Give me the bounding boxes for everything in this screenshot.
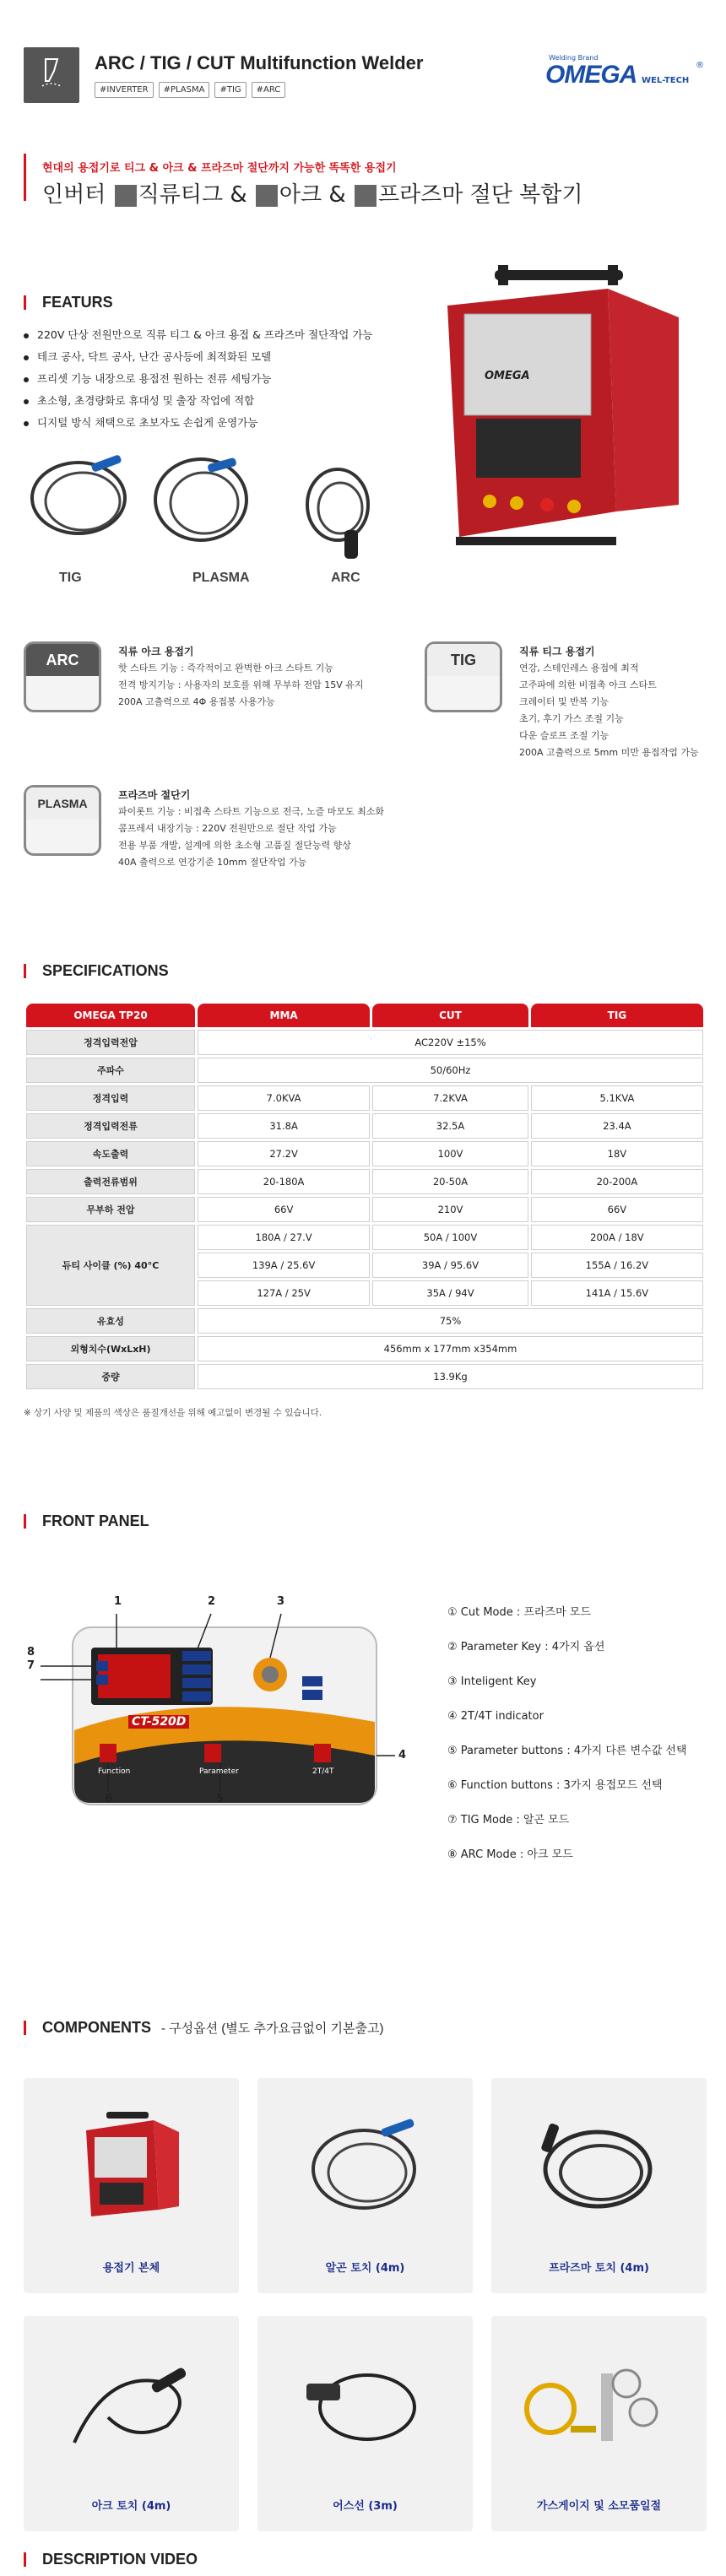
row-label: 속도출력	[26, 1141, 195, 1166]
callout-1: 1	[114, 1595, 122, 1608]
table-row	[26, 1113, 703, 1139]
table-cell: 20-180A	[198, 1169, 370, 1194]
list-item: 고주파에 의한 비접촉 아크 스타트	[519, 679, 657, 690]
arc-mode-card	[24, 641, 101, 712]
list-item: 디지털 방식 채택으로 초보자도 손쉽게 운영가능	[24, 412, 420, 434]
table-cell: 20-200A	[531, 1169, 703, 1194]
list-item: ⑥ Function buttons : 3가지 용접모드 선택	[447, 1779, 663, 1792]
table-cell: 139A / 25.6V	[198, 1253, 370, 1278]
list-item: 40A 출력으로 연강기준 10mm 절단작업 가능	[118, 857, 307, 868]
list-item: ② Parameter Key : 4가지 옵션	[447, 1641, 605, 1653]
callout-4: 4	[398, 1749, 407, 1762]
table-cell: 127A / 25V	[198, 1280, 370, 1306]
plasma-mode-card	[24, 785, 101, 856]
row-label: 정격입력전류	[26, 1113, 195, 1139]
table-cell: AC220V ±15%	[198, 1030, 703, 1055]
model-label: CT-520D	[128, 1715, 189, 1729]
brand-small: Welding Brand	[549, 54, 599, 62]
component-card	[24, 2078, 239, 2293]
arc-torch-image	[57, 2350, 201, 2460]
earth-cable-image	[291, 2350, 435, 2460]
brand-logo	[545, 52, 706, 95]
feature-list	[24, 324, 420, 434]
torch-label-tig: TIG	[59, 571, 82, 585]
list-item: ④ 2T/4T indicator	[447, 1710, 544, 1723]
row-label: 주파수	[26, 1058, 195, 1083]
table-cell: 5.1KVA	[531, 1085, 703, 1111]
hero-title-c: 아크 &	[279, 182, 346, 208]
component-caption: 어스선 (3m)	[333, 2500, 398, 2513]
component-card	[491, 2078, 707, 2293]
row-label: 외형치수(WxLxH)	[26, 1336, 195, 1361]
callout-3: 3	[277, 1595, 285, 1608]
hero-bar	[24, 154, 26, 201]
tag-list	[95, 79, 290, 98]
column-header: OMEGA TP20	[26, 1004, 195, 1027]
table-cell: 7.2KVA	[372, 1085, 528, 1111]
tig-mode-desc	[519, 643, 699, 761]
table-row	[26, 1364, 703, 1389]
list-item: 전격 방지기능 : 사용자의 보호를 위해 무부하 전압 15V 유지	[118, 679, 364, 690]
tag: #INVERTER	[95, 82, 154, 98]
list-item: 콤프레셔 내장기능 : 220V 전원만으로 절단 작업 가능	[118, 823, 337, 834]
callout-2: 2	[208, 1595, 216, 1608]
table-cell: 7.0KVA	[198, 1085, 370, 1111]
arc-mode-title: 직류 아크 용접기	[118, 646, 194, 658]
component-caption: 가스게이지 및 소모품일절	[536, 2500, 662, 2513]
row-label: 정격입력	[26, 1085, 195, 1111]
table-cell: 35A / 94V	[372, 1280, 528, 1306]
plasma-mode-desc	[118, 787, 384, 871]
table-row	[26, 1225, 703, 1250]
table-cell: 39A / 95.6V	[372, 1253, 528, 1278]
header	[24, 47, 706, 106]
list-item: 핫 스타트 기능 : 즉각적이고 완벽한 아크 스타트 기능	[118, 663, 333, 674]
torch-icon	[24, 47, 79, 103]
component-caption: 아크 토치 (4m)	[91, 2500, 171, 2513]
brand-sub: WEL-TECH	[642, 76, 690, 85]
hero-title	[42, 177, 583, 208]
argon-torch-image	[300, 2112, 435, 2222]
component-card	[257, 2316, 473, 2531]
tag: #ARC	[252, 82, 286, 98]
row-label: 듀티 사이클 (%) 40°C	[26, 1225, 195, 1306]
specs-title: SPECIFICATIONS	[24, 962, 169, 980]
front-panel-diagram	[24, 1595, 420, 1848]
table-cell: 456mm x 177mm x354mm	[198, 1336, 703, 1361]
component-caption: 알곤 토치 (4m)	[325, 2262, 405, 2275]
table-row	[26, 1058, 703, 1083]
table-cell: 141A / 15.6V	[531, 1280, 703, 1306]
function-label: Function	[98, 1767, 131, 1776]
table-cell: 66V	[198, 1197, 370, 1222]
torch-images	[24, 447, 395, 574]
plasma-mini-icon	[355, 185, 377, 207]
plasma-mode-title: 프라즈마 절단기	[118, 789, 191, 801]
components-subtitle: - 구성옵션 (별도 추가요금없이 기본출고)	[161, 2021, 384, 2036]
list-item: 크레이터 및 반복 기능	[519, 696, 610, 707]
hero	[24, 154, 706, 221]
table-row	[26, 1308, 703, 1334]
table-cell: 31.8A	[198, 1113, 370, 1139]
front-panel-list	[447, 1595, 687, 1872]
brand-main: OMEGA	[545, 61, 637, 89]
table-row	[26, 1085, 703, 1111]
spec-table	[24, 1001, 706, 1392]
list-item: 파이롯트 기능 : 비접촉 스타트 기능으로 전극, 노즐 마모도 최소화	[118, 806, 384, 817]
table-cell: 75%	[198, 1308, 703, 1334]
table-cell: 27.2V	[198, 1141, 370, 1166]
logo-badge	[24, 47, 79, 103]
spec-note: ※ 상기 사양 및 제품의 색상은 품질개선을 위해 예고없이 변경될 수 있습니다.	[24, 1408, 322, 1418]
callout-6: 6	[105, 1793, 113, 1805]
callout-8: 8	[27, 1646, 35, 1659]
list-item: ⑦ TIG Mode : 알곤 모드	[447, 1814, 570, 1826]
list-item: ① Cut Mode : 프라즈마 모드	[447, 1606, 591, 1619]
list-item: ③ Inteligent Key	[447, 1675, 537, 1688]
table-cell: 155A / 16.2V	[531, 1253, 703, 1278]
list-item: 전용 부품 개발, 설계에 의한 초소형 고품질 절단능력 향상	[118, 840, 351, 851]
list-item: 200A 고출력으로 5mm 미만 용접작업 가능	[519, 747, 699, 758]
parameter-label: Parameter	[199, 1767, 239, 1776]
column-header: MMA	[198, 1004, 370, 1027]
table-row	[26, 1197, 703, 1222]
table-cell: 13.9Kg	[198, 1364, 703, 1389]
row-label: 무부하 전압	[26, 1197, 195, 1222]
hero-title-b: 직류티그 &	[138, 182, 247, 208]
table-cell: 20-50A	[372, 1169, 528, 1194]
gas-gauge-image	[517, 2350, 677, 2460]
list-item: 200A 고출력으로 4Φ 용접봉 사용가능	[118, 696, 275, 707]
page-title: ARC / TIG / CUT Multifunction Welder	[95, 52, 424, 73]
callout-5: 5	[216, 1793, 225, 1805]
list-item: 연강, 스테인레스 용접에 최적	[519, 663, 639, 674]
table-cell: 32.5A	[372, 1113, 528, 1139]
tig-mode-label: TIG	[427, 644, 500, 676]
video-title: DESCRIPTION VIDEO	[24, 2551, 198, 2568]
welder-body-image	[81, 2108, 182, 2218]
table-row	[26, 1030, 703, 1055]
hero-title-a: 인버터	[42, 182, 106, 208]
table-row	[26, 1169, 703, 1194]
components-title: COMPONENTS - 구성옵션 (별도 추가요금없이 기본출고)	[24, 2019, 384, 2037]
arc-mode-desc	[118, 643, 363, 711]
row-label: 출력전류범위	[26, 1169, 195, 1194]
list-item: 프리셋 기능 내장으로 용접전 원하는 전류 세팅가능	[24, 368, 420, 390]
tig-mode-card	[425, 641, 502, 712]
row-label: 중량	[26, 1364, 195, 1389]
component-card	[24, 2316, 239, 2531]
component-card	[257, 2078, 473, 2293]
hero-title-d: 프라즈마 절단 복합기	[377, 182, 583, 208]
front-panel-title: FRONT PANEL	[24, 1513, 149, 1530]
row-label: 유효성	[26, 1308, 195, 1334]
table-cell: 50/60Hz	[198, 1058, 703, 1083]
mode-label: 2T/4T	[312, 1767, 334, 1776]
arc-mini-icon	[256, 185, 278, 207]
list-item: 220V 단상 전원만으로 직류 티그 & 아크 용접 & 프라즈마 절단작업 가능	[24, 324, 420, 346]
list-item: ⑤ Parameter buttons : 4가지 다른 변수값 선택	[447, 1745, 687, 1757]
table-cell: 100V	[372, 1141, 528, 1166]
tig-mini-icon	[115, 185, 137, 207]
machine-brand: OMEGA	[485, 370, 530, 382]
table-cell: 210V	[372, 1197, 528, 1222]
list-item: 다운 슬로프 조절 기능	[519, 730, 610, 741]
list-item: 초기, 후기 가스 조절 기능	[519, 713, 624, 724]
callout-7: 7	[27, 1659, 35, 1672]
table-cell: 50A / 100V	[372, 1225, 528, 1250]
torch-label-arc: ARC	[331, 571, 360, 585]
tag: #PLASMA	[159, 82, 210, 98]
table-header	[26, 1004, 703, 1027]
table-cell: 18V	[531, 1141, 703, 1166]
features-title: FEATURS	[24, 294, 113, 311]
welder-machine-image	[439, 258, 692, 562]
component-caption: 용접기 본체	[102, 2262, 160, 2275]
arc-mode-label: ARC	[26, 644, 99, 676]
row-label: 정격입력전압	[26, 1030, 195, 1055]
table-row	[26, 1336, 703, 1361]
table-cell: 66V	[531, 1197, 703, 1222]
list-item: ⑧ ARC Mode : 아크 모드	[447, 1848, 573, 1861]
column-header: TIG	[531, 1004, 703, 1027]
tag: #TIG	[214, 82, 246, 98]
component-caption: 프라즈마 토치 (4m)	[549, 2262, 649, 2275]
list-item: 테크 공사, 닥트 공사, 난간 공사등에 최적화된 모델	[24, 346, 420, 368]
table-cell: 23.4A	[531, 1113, 703, 1139]
column-header: CUT	[372, 1004, 528, 1027]
list-item: 초소형, 초경량화로 휴대성 및 출장 작업에 적합	[24, 390, 420, 412]
hero-subtitle: 현대의 용접기로 티그 & 아크 & 프라즈마 절단까지 가능한 똑똑한 용접기	[42, 162, 397, 175]
brand-reg: ®	[696, 61, 704, 70]
plasma-torch-image	[525, 2112, 669, 2222]
component-card	[491, 2316, 707, 2531]
table-cell: 200A / 18V	[531, 1225, 703, 1250]
table-cell: 180A / 27.V	[198, 1225, 370, 1250]
torch-label-plasma: PLASMA	[192, 571, 250, 585]
plasma-mode-label: PLASMA	[26, 787, 99, 820]
tig-mode-title: 직류 티그 용접기	[519, 646, 595, 658]
table-row	[26, 1141, 703, 1166]
